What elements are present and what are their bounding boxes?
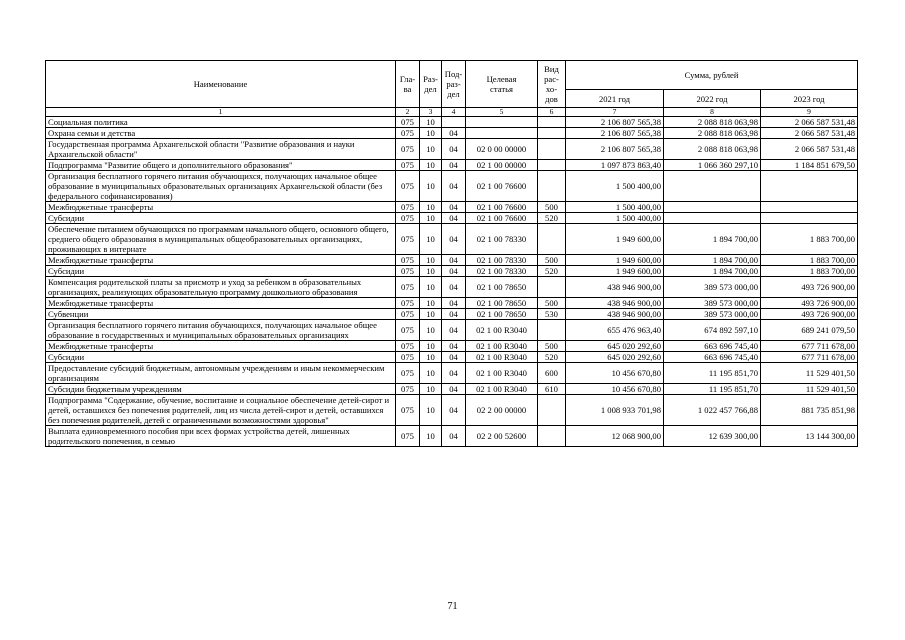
row-vid: 500 xyxy=(538,255,566,266)
row-name: Социальная политика xyxy=(46,117,396,128)
row-vid xyxy=(538,171,566,202)
row-glava: 075 xyxy=(396,128,420,139)
row-name: Организация бесплатного горячего питания обучающихся, получающих начальное общее образование в муниципальных образовательных организациях Архангельской области (без федерального софинансирования) xyxy=(46,171,396,202)
row-sum-2021: 1 008 933 701,98 xyxy=(566,395,664,426)
row-sum-2023: 2 066 587 531,48 xyxy=(761,139,858,160)
row-name: Организация бесплатного горячего питания обучающихся, получающих начальное общее образование в государственных и муниципальных образовательных организациях xyxy=(46,320,396,341)
row-sum-2021: 10 456 670,80 xyxy=(566,363,664,384)
row-sum-2022: 1 894 700,00 xyxy=(664,255,761,266)
row-glava: 075 xyxy=(396,384,420,395)
row-vid xyxy=(538,139,566,160)
row-name: Межбюджетные трансферты xyxy=(46,298,396,309)
row-target: 02 1 00 76600 xyxy=(466,213,538,224)
row-sum-2021: 1 949 600,00 xyxy=(566,224,664,255)
row-sum-2021: 438 946 900,00 xyxy=(566,309,664,320)
row-podrazdel xyxy=(442,117,466,128)
row-glava: 075 xyxy=(396,171,420,202)
row-target: 02 1 00 R3040 xyxy=(466,352,538,363)
row-podrazdel: 04 xyxy=(442,202,466,213)
row-glava: 075 xyxy=(396,255,420,266)
row-target: 02 1 00 78330 xyxy=(466,255,538,266)
row-target: 02 1 00 76600 xyxy=(466,171,538,202)
row-razdel: 10 xyxy=(420,202,442,213)
row-glava: 075 xyxy=(396,363,420,384)
row-vid: 500 xyxy=(538,341,566,352)
row-target: 02 1 00 78650 xyxy=(466,298,538,309)
row-sum-2022 xyxy=(664,202,761,213)
row-target: 02 1 00 78650 xyxy=(466,277,538,298)
row-target: 02 1 00 78330 xyxy=(466,224,538,255)
row-sum-2022: 2 088 818 063,98 xyxy=(664,128,761,139)
row-sum-2023: 1 883 700,00 xyxy=(761,255,858,266)
row-sum-2023: 493 726 900,00 xyxy=(761,298,858,309)
row-vid xyxy=(538,128,566,139)
row-name: Государственная программа Архангельской области "Развитие образования и науки Архангельской области" xyxy=(46,139,396,160)
row-razdel: 10 xyxy=(420,395,442,426)
row-podrazdel: 04 xyxy=(442,128,466,139)
row-glava: 075 xyxy=(396,426,420,447)
row-sum-2023: 677 711 678,00 xyxy=(761,341,858,352)
column-number: 3 xyxy=(420,108,442,117)
row-sum-2022: 11 195 851,70 xyxy=(664,384,761,395)
row-vid: 530 xyxy=(538,309,566,320)
row-razdel: 10 xyxy=(420,384,442,395)
row-podrazdel: 04 xyxy=(442,255,466,266)
row-podrazdel: 04 xyxy=(442,395,466,426)
row-target: 02 1 00 78330 xyxy=(466,266,538,277)
row-sum-2022 xyxy=(664,213,761,224)
column-number: 2 xyxy=(396,108,420,117)
row-vid: 500 xyxy=(538,298,566,309)
row-sum-2022: 1 894 700,00 xyxy=(664,266,761,277)
row-sum-2023: 1 883 700,00 xyxy=(761,266,858,277)
row-vid xyxy=(538,395,566,426)
row-target: 02 2 00 00000 xyxy=(466,395,538,426)
row-sum-2021: 2 106 807 565,38 xyxy=(566,128,664,139)
header-sum: Сумма, рублей xyxy=(566,61,858,90)
row-sum-2021: 2 106 807 565,38 xyxy=(566,117,664,128)
row-sum-2021: 438 946 900,00 xyxy=(566,298,664,309)
column-number-row xyxy=(46,108,858,117)
row-target: 02 0 00 00000 xyxy=(466,139,538,160)
row-razdel: 10 xyxy=(420,139,442,160)
row-sum-2021: 1 949 600,00 xyxy=(566,266,664,277)
column-number: 1 xyxy=(46,108,396,117)
row-sum-2022: 2 088 818 063,98 xyxy=(664,139,761,160)
row-sum-2022: 674 892 597,10 xyxy=(664,320,761,341)
row-name: Подпрограмма "Содержание, обучение, воспитание и социальное обеспечение детей-сирот и детей, оставшихся без попечения родителей, лиц из числа детей-сирот и детей, оставшихся без попечения родителей, детей с ограниченными возможностями здоровья" xyxy=(46,395,396,426)
column-number: 9 xyxy=(761,108,858,117)
row-podrazdel: 04 xyxy=(442,213,466,224)
row-target: 02 2 00 52600 xyxy=(466,426,538,447)
row-vid xyxy=(538,320,566,341)
row-vid xyxy=(538,277,566,298)
row-sum-2023: 1 883 700,00 xyxy=(761,224,858,255)
row-vid: 500 xyxy=(538,202,566,213)
row-sum-2022: 389 573 000,00 xyxy=(664,309,761,320)
row-glava: 075 xyxy=(396,202,420,213)
table-body xyxy=(46,117,858,447)
row-sum-2021: 10 456 670,80 xyxy=(566,384,664,395)
row-sum-2023: 881 735 851,98 xyxy=(761,395,858,426)
row-name: Компенсация родительской платы за присмотр и уход за ребенком в образовательных организациях, реализующих образовательную программу дошкольного образования xyxy=(46,277,396,298)
row-sum-2021: 1 500 400,00 xyxy=(566,171,664,202)
row-razdel: 10 xyxy=(420,266,442,277)
row-sum-2022: 389 573 000,00 xyxy=(664,277,761,298)
row-podrazdel: 04 xyxy=(442,224,466,255)
row-glava: 075 xyxy=(396,298,420,309)
column-number: 4 xyxy=(442,108,466,117)
row-glava: 075 xyxy=(396,341,420,352)
row-vid xyxy=(538,426,566,447)
row-razdel: 10 xyxy=(420,224,442,255)
header-name: Наименование xyxy=(46,61,396,108)
row-sum-2023: 689 241 079,50 xyxy=(761,320,858,341)
row-razdel: 10 xyxy=(420,160,442,171)
row-podrazdel: 04 xyxy=(442,341,466,352)
row-sum-2021: 2 106 807 565,38 xyxy=(566,139,664,160)
row-sum-2022: 663 696 745,40 xyxy=(664,341,761,352)
row-vid xyxy=(538,117,566,128)
row-sum-2023: 493 726 900,00 xyxy=(761,277,858,298)
header-vid: Вид рас- хо- дов xyxy=(538,61,566,108)
row-sum-2022: 1 894 700,00 xyxy=(664,224,761,255)
row-sum-2021: 1 097 873 863,40 xyxy=(566,160,664,171)
row-name: Субсидии бюджетным учреждениям xyxy=(46,384,396,395)
header-glava: Гла- ва xyxy=(396,61,420,108)
row-sum-2021: 655 476 963,40 xyxy=(566,320,664,341)
row-sum-2022: 663 696 745,40 xyxy=(664,352,761,363)
row-glava: 075 xyxy=(396,160,420,171)
table-row xyxy=(46,202,858,213)
row-razdel: 10 xyxy=(420,363,442,384)
row-razdel: 10 xyxy=(420,341,442,352)
row-podrazdel: 04 xyxy=(442,309,466,320)
page-number: 71 xyxy=(447,601,458,612)
row-glava: 075 xyxy=(396,213,420,224)
row-name: Субсидии xyxy=(46,213,396,224)
row-name: Межбюджетные трансферты xyxy=(46,255,396,266)
table-row xyxy=(46,224,858,255)
row-sum-2021: 438 946 900,00 xyxy=(566,277,664,298)
row-razdel: 10 xyxy=(420,255,442,266)
table-row xyxy=(46,160,858,171)
row-target: 02 1 00 R3040 xyxy=(466,341,538,352)
row-razdel: 10 xyxy=(420,320,442,341)
row-glava: 075 xyxy=(396,309,420,320)
row-sum-2023: 13 144 300,00 xyxy=(761,426,858,447)
row-sum-2022: 2 088 818 063,98 xyxy=(664,117,761,128)
row-target: 02 1 00 00000 xyxy=(466,160,538,171)
row-vid: 520 xyxy=(538,352,566,363)
row-glava: 075 xyxy=(396,352,420,363)
row-podrazdel: 04 xyxy=(442,426,466,447)
row-target: 02 1 00 78650 xyxy=(466,309,538,320)
row-podrazdel: 04 xyxy=(442,352,466,363)
table-row xyxy=(46,363,858,384)
row-sum-2023: 493 726 900,00 xyxy=(761,309,858,320)
table-row xyxy=(46,255,858,266)
row-sum-2021: 1 949 600,00 xyxy=(566,255,664,266)
row-sum-2022: 11 195 851,70 xyxy=(664,363,761,384)
row-razdel: 10 xyxy=(420,171,442,202)
row-podrazdel: 04 xyxy=(442,384,466,395)
table-row xyxy=(46,384,858,395)
row-podrazdel: 04 xyxy=(442,266,466,277)
row-glava: 075 xyxy=(396,266,420,277)
row-razdel: 10 xyxy=(420,213,442,224)
row-razdel: 10 xyxy=(420,128,442,139)
table-row xyxy=(46,341,858,352)
row-razdel: 10 xyxy=(420,117,442,128)
column-number: 5 xyxy=(466,108,538,117)
table-row xyxy=(46,395,858,426)
row-name: Межбюджетные трансферты xyxy=(46,341,396,352)
row-vid: 610 xyxy=(538,384,566,395)
row-sum-2022: 12 639 300,00 xyxy=(664,426,761,447)
row-podrazdel: 04 xyxy=(442,160,466,171)
row-name: Межбюджетные трансферты xyxy=(46,202,396,213)
row-sum-2021: 12 068 900,00 xyxy=(566,426,664,447)
row-sum-2023: 2 066 587 531,48 xyxy=(761,128,858,139)
row-vid xyxy=(538,160,566,171)
row-sum-2023: 11 529 401,50 xyxy=(761,384,858,395)
row-sum-2023: 1 184 851 679,50 xyxy=(761,160,858,171)
header-target: Целевая статья xyxy=(466,61,538,108)
table-row xyxy=(46,128,858,139)
row-vid: 520 xyxy=(538,213,566,224)
row-sum-2023: 2 066 587 531,48 xyxy=(761,117,858,128)
row-name: Субсидии xyxy=(46,352,396,363)
row-sum-2023 xyxy=(761,213,858,224)
row-target: 02 1 00 R3040 xyxy=(466,320,538,341)
row-sum-2022: 389 573 000,00 xyxy=(664,298,761,309)
table-row xyxy=(46,266,858,277)
row-name: Охрана семьи и детства xyxy=(46,128,396,139)
row-target: 02 1 00 R3040 xyxy=(466,363,538,384)
row-sum-2021: 1 500 400,00 xyxy=(566,213,664,224)
row-podrazdel: 04 xyxy=(442,277,466,298)
row-sum-2021: 645 020 292,60 xyxy=(566,341,664,352)
row-target xyxy=(466,117,538,128)
row-podrazdel: 04 xyxy=(442,363,466,384)
row-sum-2023 xyxy=(761,171,858,202)
row-vid xyxy=(538,224,566,255)
row-podrazdel: 04 xyxy=(442,298,466,309)
row-podrazdel: 04 xyxy=(442,171,466,202)
table-row xyxy=(46,298,858,309)
row-name: Предоставление субсидий бюджетным, автономным учреждениям и иным некоммерческим организациям xyxy=(46,363,396,384)
header-year-2021: 2021 год xyxy=(566,90,664,108)
row-name: Субвенции xyxy=(46,309,396,320)
row-sum-2023: 11 529 401,50 xyxy=(761,363,858,384)
row-glava: 075 xyxy=(396,224,420,255)
row-glava: 075 xyxy=(396,277,420,298)
table-row xyxy=(46,352,858,363)
table-row xyxy=(46,309,858,320)
row-razdel: 10 xyxy=(420,298,442,309)
row-sum-2021: 645 020 292,60 xyxy=(566,352,664,363)
row-sum-2023: 677 711 678,00 xyxy=(761,352,858,363)
table-row xyxy=(46,171,858,202)
row-razdel: 10 xyxy=(420,426,442,447)
row-name: Выплата единовременного пособия при всех формах устройства детей, лишенных родительского попечения, в семью xyxy=(46,426,396,447)
column-number: 8 xyxy=(664,108,761,117)
row-target: 02 1 00 R3040 xyxy=(466,384,538,395)
row-name: Подпрограмма "Развитие общего и дополнительного образования" xyxy=(46,160,396,171)
row-sum-2022: 1 022 457 766,88 xyxy=(664,395,761,426)
row-glava: 075 xyxy=(396,395,420,426)
row-podrazdel: 04 xyxy=(442,320,466,341)
row-vid: 600 xyxy=(538,363,566,384)
row-glava: 075 xyxy=(396,117,420,128)
row-razdel: 10 xyxy=(420,309,442,320)
column-number: 7 xyxy=(566,108,664,117)
table-row xyxy=(46,320,858,341)
row-sum-2022 xyxy=(664,171,761,202)
row-target xyxy=(466,128,538,139)
row-name: Обеспечение питанием обучающихся по программам начального общего, основного общего, среднего общего образования в муниципальных общеобразовательных организациях, проживающих в интернате xyxy=(46,224,396,255)
table-row xyxy=(46,117,858,128)
row-glava: 075 xyxy=(396,139,420,160)
row-podrazdel: 04 xyxy=(442,139,466,160)
column-number: 6 xyxy=(538,108,566,117)
row-sum-2022: 1 066 360 297,10 xyxy=(664,160,761,171)
table-row xyxy=(46,277,858,298)
row-sum-2023 xyxy=(761,202,858,213)
row-sum-2021: 1 500 400,00 xyxy=(566,202,664,213)
budget-table xyxy=(45,60,858,447)
row-razdel: 10 xyxy=(420,277,442,298)
row-razdel: 10 xyxy=(420,352,442,363)
table-row xyxy=(46,426,858,447)
table-row xyxy=(46,139,858,160)
row-vid: 520 xyxy=(538,266,566,277)
header-year-2023: 2023 год xyxy=(761,90,858,108)
row-target: 02 1 00 76600 xyxy=(466,202,538,213)
table-row xyxy=(46,213,858,224)
header-podrazdel: Под- раз- дел xyxy=(442,61,466,108)
row-name: Субсидии xyxy=(46,266,396,277)
header-razdel: Раз- дел xyxy=(420,61,442,108)
header-year-2022: 2022 год xyxy=(664,90,761,108)
row-glava: 075 xyxy=(396,320,420,341)
